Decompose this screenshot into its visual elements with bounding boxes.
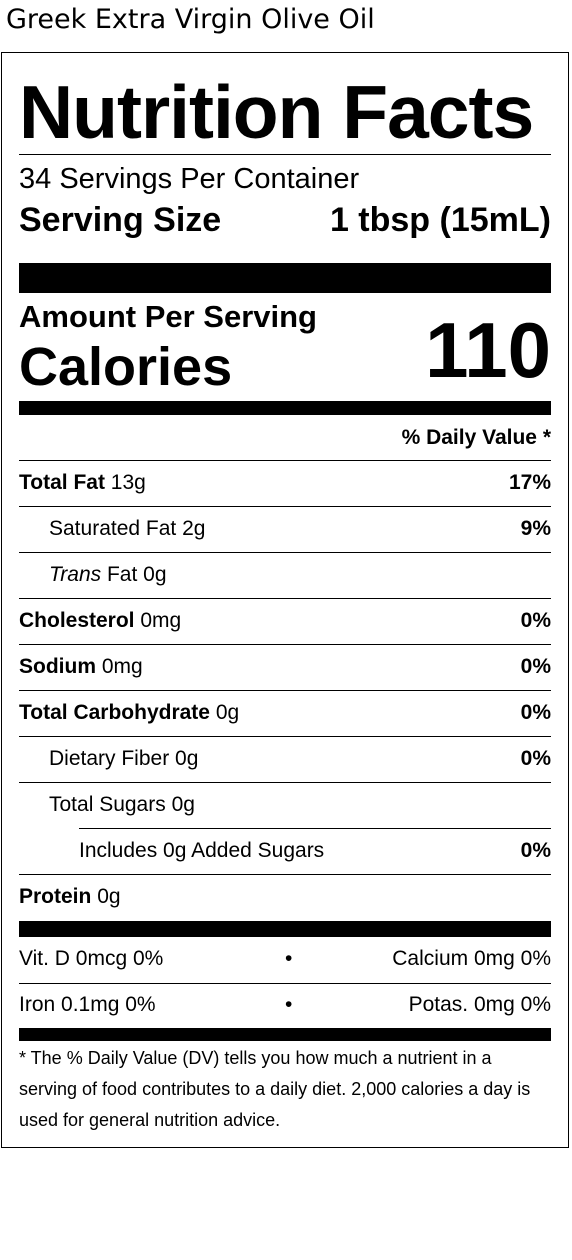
nutrient-row-dietary-fiber xyxy=(19,737,551,783)
nutrient-amount: 0g xyxy=(171,793,195,816)
divider-medium xyxy=(19,401,551,415)
nutrient-dv: 9% xyxy=(520,517,551,540)
nutrient-name: Fat xyxy=(106,563,138,586)
servings-per-container: 34 Servings Per Container xyxy=(19,163,360,195)
nutrient-row-total-fat xyxy=(19,461,551,507)
calories-value: 110 xyxy=(425,306,551,394)
nutrient-name: Sodium xyxy=(19,655,96,678)
nutrient-amount: 2g xyxy=(182,517,206,540)
nutrient-row-total-carbohydrate xyxy=(19,691,551,737)
nutrient-amount: 0mg xyxy=(140,609,182,632)
divider-thick xyxy=(19,263,551,293)
calories-label: Calories xyxy=(19,337,233,397)
divider-medium xyxy=(19,1028,551,1041)
nutrient-name: Total Sugars xyxy=(49,793,166,816)
divider-thick xyxy=(19,921,551,937)
nutrient-name: Total Fat xyxy=(19,471,105,494)
daily-value-footnote: * The % Daily Value (DV) tells you how much a nutrient in a serving of food contributes to a daily diet. 2,000 calories a day is used for general nutrition advice. xyxy=(19,1048,531,1130)
nutrient-amount: 0mg xyxy=(101,655,143,678)
vitamin-row xyxy=(19,983,551,1029)
nutrient-dv: 0% xyxy=(520,747,551,770)
nutrient-dv: 17% xyxy=(508,471,551,494)
nutrient-dv: 0% xyxy=(520,609,551,632)
nutrient-row-added-sugars xyxy=(19,829,551,875)
nutrient-name: Includes 0g Added Sugars xyxy=(79,839,325,862)
vitamin-right: Calcium 0mg 0% xyxy=(392,947,551,970)
nutrient-dv: 0% xyxy=(520,839,551,862)
serving-size-value: 1 tbsp (15mL) xyxy=(329,201,551,239)
nutrient-amount: 0g xyxy=(97,885,121,908)
nutrient-name: Dietary Fiber xyxy=(49,747,170,770)
nutrient-amount: 0g xyxy=(215,701,240,724)
label-content xyxy=(19,53,551,1147)
serving-size-row xyxy=(19,203,551,237)
nutrient-row-sodium xyxy=(19,645,551,691)
separator-dot: • xyxy=(285,947,293,970)
nutrient-name: Cholesterol xyxy=(19,609,135,632)
separator-dot: • xyxy=(285,993,293,1016)
nutrient-row-total-sugars xyxy=(19,783,551,829)
nutrient-row-saturated-fat xyxy=(19,507,551,553)
vitamin-left: Vit. D 0mcg 0% xyxy=(19,947,164,970)
nutrient-row-cholesterol xyxy=(19,599,551,645)
divider-thin xyxy=(19,154,551,155)
nutrient-name: Total Carbohydrate xyxy=(19,701,210,724)
nutrient-prefix: Trans xyxy=(49,563,102,586)
nutrient-dv: 0% xyxy=(520,655,551,678)
nutrient-row-trans-fat xyxy=(19,553,551,599)
nutrient-amount: 13g xyxy=(110,471,146,494)
nutrient-name: Protein xyxy=(19,885,92,908)
nutrient-dv: 0% xyxy=(520,701,551,724)
daily-value-header: % Daily Value * xyxy=(401,426,551,449)
nutrient-row-protein xyxy=(19,875,551,921)
nutrition-facts-heading: Nutrition Facts xyxy=(19,70,534,154)
vitamin-left: Iron 0.1mg 0% xyxy=(19,993,156,1016)
serving-size-label: Serving Size xyxy=(19,201,222,239)
nutrient-amount: 0g xyxy=(175,747,199,770)
nutrition-facts-label xyxy=(1,52,569,1148)
vitamin-row xyxy=(19,937,551,983)
amount-per-serving: Amount Per Serving xyxy=(19,299,317,334)
vitamin-right: Potas. 0mg 0% xyxy=(408,993,551,1016)
product-title: Greek Extra Virgin Olive Oil xyxy=(6,4,375,35)
nutrient-amount: 0g xyxy=(143,563,167,586)
nutrient-name: Saturated Fat xyxy=(49,517,177,540)
